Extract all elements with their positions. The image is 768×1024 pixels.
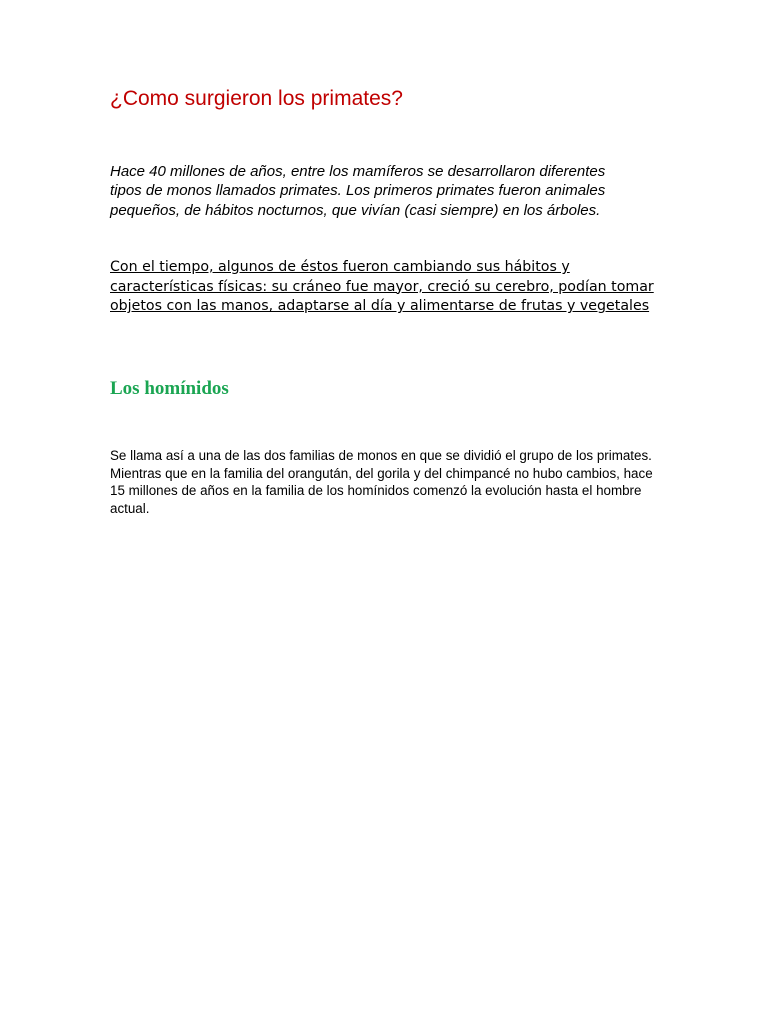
hominids-paragraph: Se llama así a una de las dos familias de monos en que se dividió el grupo de los primates. Mientras que en la familia del orangután, del gorila y del chimpancé no hubo cambios, hace 15 millones de años en la familia de los homínidos comenzó la evolución hasta el hombre actual. <box>110 448 653 516</box>
changes-paragraph: Con el tiempo, algunos de éstos fueron cambiando sus hábitos y características físicas: su cráneo fue mayor, creció su cerebro, podían tomar objetos con las manos, adaptarse al día y alimentarse de frutas y vegetales <box>110 259 654 315</box>
section-heading-hominids: Los homínidos <box>110 378 229 399</box>
intro-paragraph: Hace 40 millones de años, entre los mamíferos se desarrollaron diferentes tipos de monos llamados primates. Los primeros primates fueron animales pequeños, de hábitos nocturnos, que vivían (casi siempre) en los árboles. <box>110 163 606 219</box>
document-title: ¿Como surgieron los primates? <box>110 87 403 110</box>
